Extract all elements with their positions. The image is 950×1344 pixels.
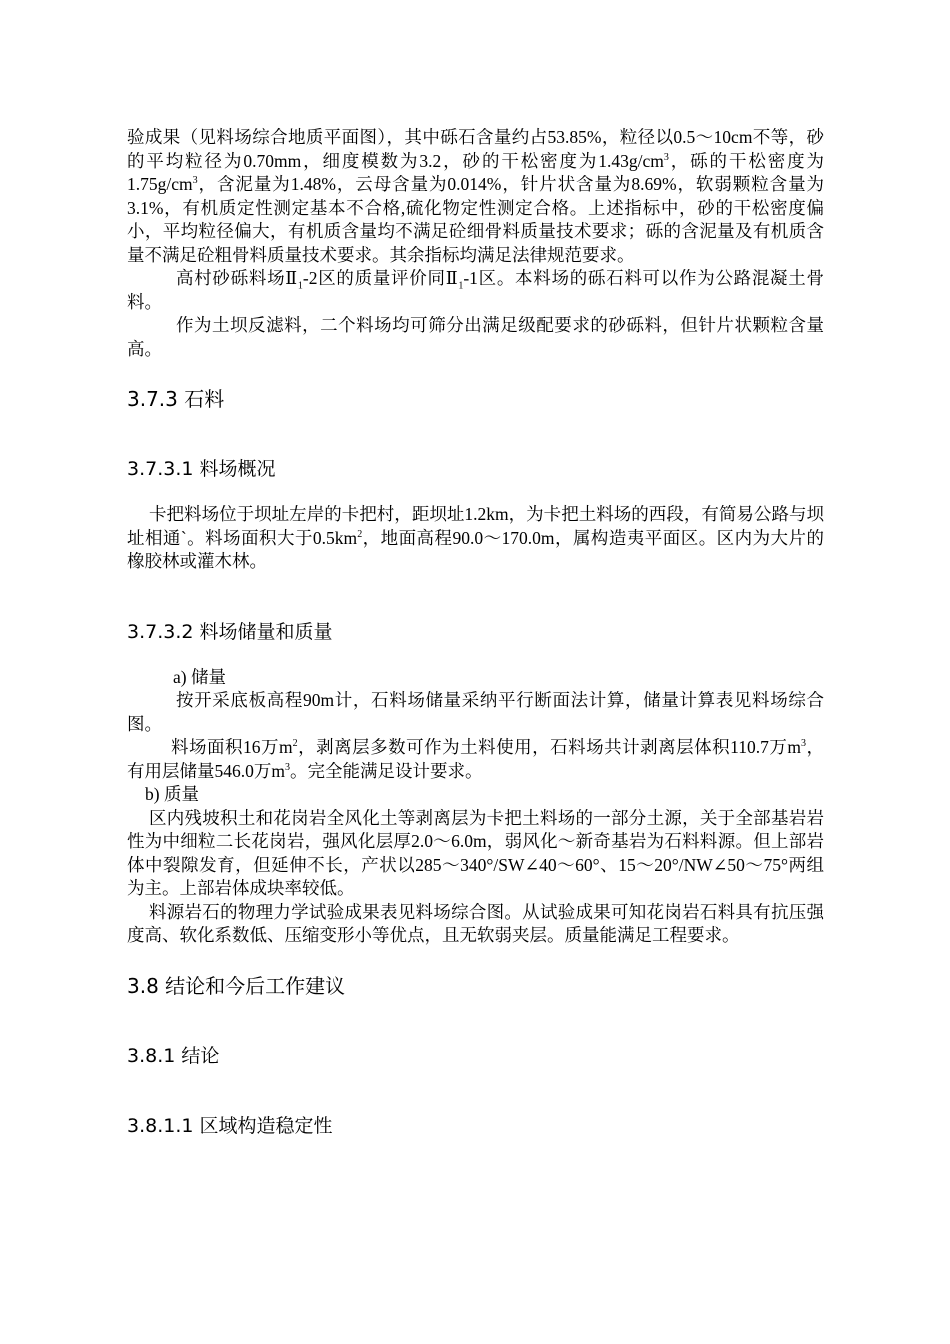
paragraph-gravel-test-results	[127, 126, 824, 267]
text-run: 料场面积16万m	[171, 737, 293, 757]
text-run: -2区的质量评价同Ⅱ	[302, 268, 459, 288]
paragraph-quarry-area	[127, 736, 824, 783]
heading-3-8: 3.8 结论和今后工作建议	[127, 973, 346, 998]
paragraph-test-results: 料源岩石的物理力学试验成果表见料场综合图。从试验成果可知花岗岩石料具有抗压强度高、软化系数低、压缩变形小等优点，且无软弱夹层。质量能满足工程要求。	[127, 901, 824, 945]
paragraph-quality: 区内残坡积土和花岗岩全风化土等剥离层为卡把土料场的一部分土源，关于全部基岩岩性为中细粒二长花岗岩，强风化层厚2.0～6.0m，弱风化～新奇基岩为石料料源。但上部岩体中裂隙发育，但延伸不长，产状以285～340°/SW∠40～60°、15～20°/NW∠50～75°两组为主。上部岩体成块率较低。	[127, 807, 824, 898]
heading-3-7-3-1: 3.7.3.1 料场概况	[127, 458, 276, 480]
text-run: ，砾的干松密度为1.75g/cm	[127, 150, 824, 194]
heading-3-8-1: 3.8.1 结论	[127, 1044, 220, 1067]
text-run: 卡把料场位于坝址左岸的卡把村，距坝址1.2km，为卡把土料场的西段，有简易公路与坝址相通`。料场面积大于0.5km	[127, 504, 824, 548]
paragraph-gaocun-quarry	[127, 267, 824, 314]
heading-3-7-3-2: 3.7.3.2 料场储量和质量	[127, 620, 333, 643]
subscript: 1	[297, 280, 303, 292]
heading-3-7-3: 3.7.3 石料	[127, 387, 225, 411]
subscript: 1	[458, 280, 464, 292]
text-run: ，地面高程90.0～170.0m，属构造夷平面区。区内为大片的橡胶林或灌木林。	[127, 527, 824, 571]
paragraph-kaba-quarry	[127, 503, 824, 574]
superscript: 3	[192, 175, 198, 187]
label-quality: b) 质量	[145, 784, 199, 804]
label-reserves: a) 储量	[173, 666, 226, 687]
text-run: ，有用层储量546.0万m	[127, 737, 825, 781]
paragraph-filter-material: 作为土坝反滤料，二个料场均可筛分出满足级配要求的砂砾料，但针片状颗粒含量高。	[127, 315, 824, 359]
document-body	[127, 126, 824, 1138]
superscript: 3	[663, 151, 669, 163]
text-run: ，含泥量为1.48%，云母含量为0.014%，针片状含量为8.69%，软弱颗粒含量为3.1%，有机质定性测定基本不合格,硫化物定性测定合格。上述指标中，砂的干松密度偏小，平均粒径偏大，有机质含量均不满足砼细骨料质量技术要求；砾的含泥量及有机质含量不满足砼粗骨料质量技术要求。其余指标均满足法律规范要求。	[127, 174, 824, 265]
text-run: 高村砂砾料场Ⅱ	[176, 268, 298, 288]
superscript: 2	[357, 528, 363, 540]
text-run: ，剥离层多数可作为土料使用，石料场共计剥离层体积110.7万m	[297, 737, 801, 757]
superscript: 3	[801, 738, 806, 750]
text-run: 验成果（见料场综合地质平面图），其中砾石含量约占53.85%，粒径以0.5～10cm不等，砂的平均粒径为0.70mm，细度模数为3.2，砂的干松密度为1.43g/cm	[127, 127, 824, 171]
text-run: 。完全能满足设计要求。	[290, 760, 483, 781]
heading-3-8-1-1: 3.8.1.1 区域构造稳定性	[127, 1114, 333, 1137]
superscript: 3	[285, 761, 290, 773]
superscript: 2	[292, 738, 298, 750]
paragraph-reserve-calc: 按开采底板高程90m计，石料场储量采纳平行断面法计算，储量计算表见料场综合图。	[127, 690, 824, 734]
text-run: -1区。本料场的砾石料可以作为公路混凝土骨料。	[127, 268, 824, 312]
